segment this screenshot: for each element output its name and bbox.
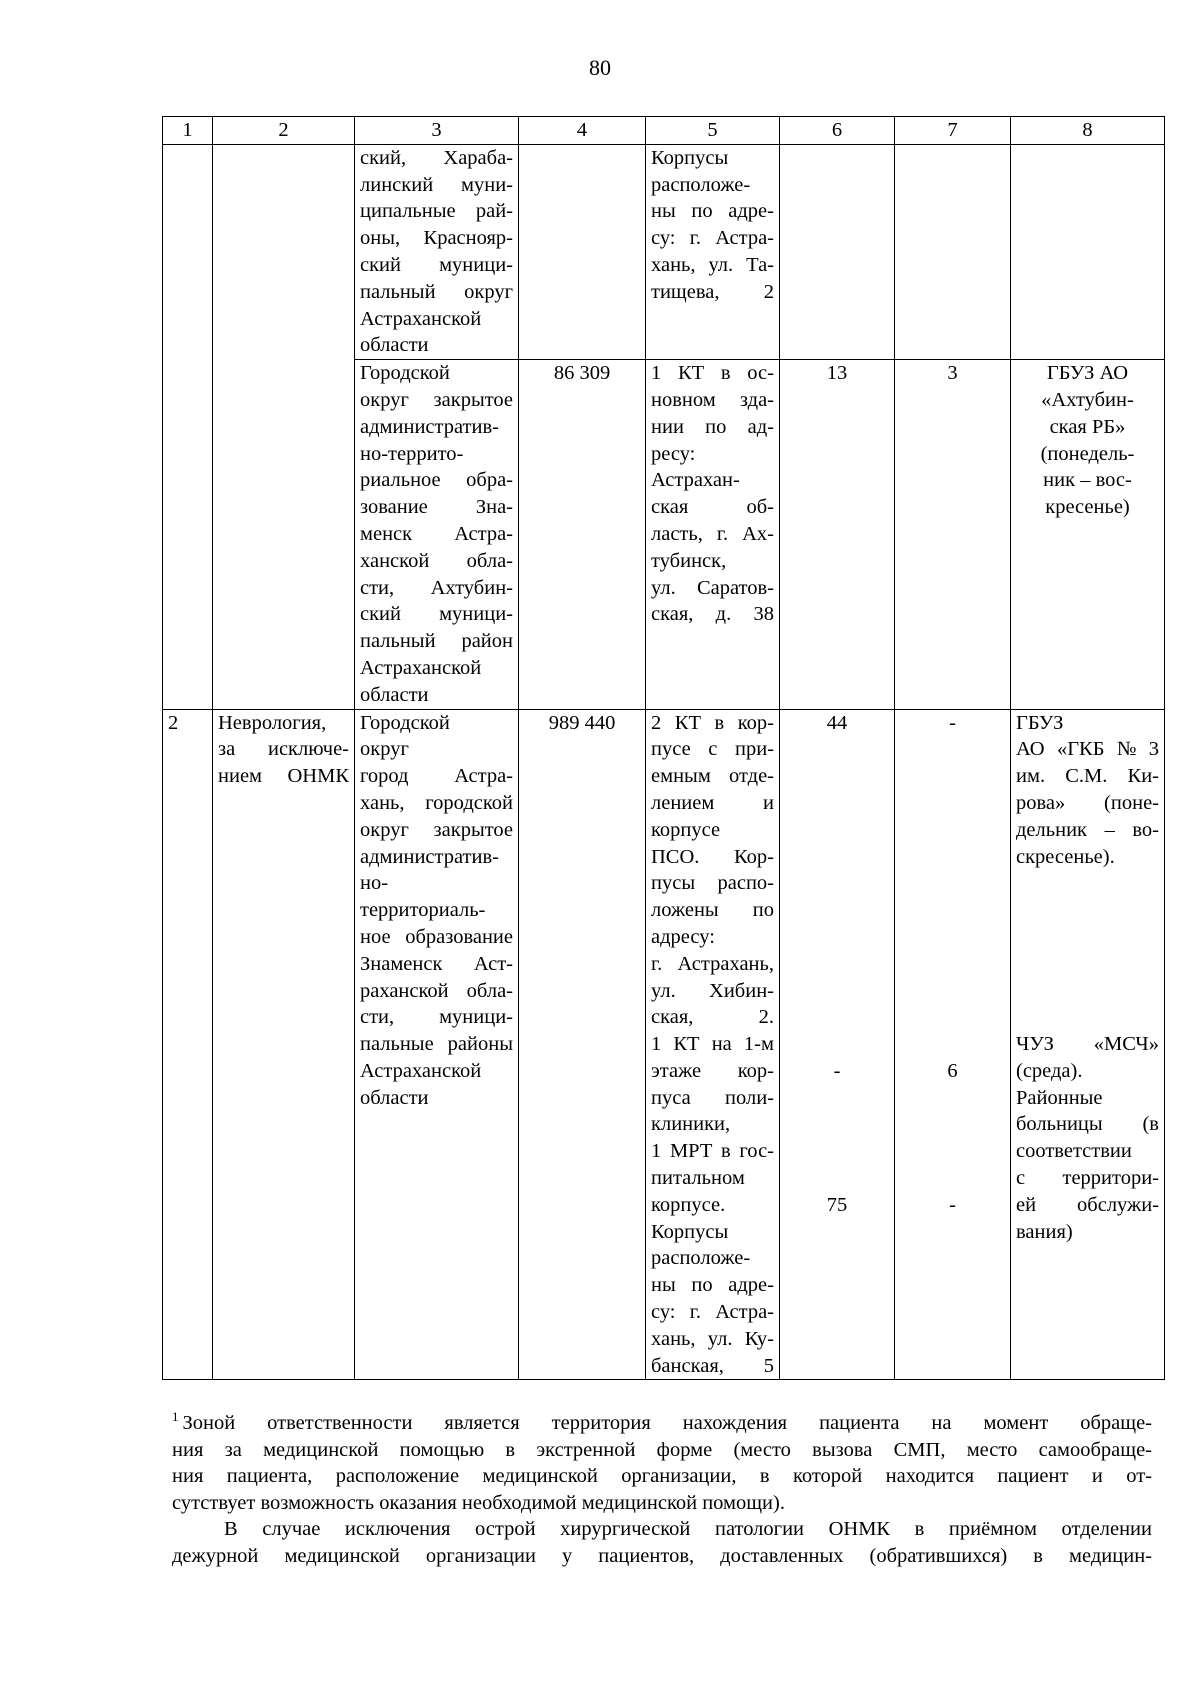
cell-line: ресу: bbox=[651, 442, 696, 465]
footnote-line: ния пациента, расположение медицинской организации, в которой находится пациент и от- bbox=[172, 1465, 1152, 1487]
cell-line: 2 КТ в кор- bbox=[651, 711, 774, 734]
cell-line: ул. Хибин- bbox=[651, 979, 774, 1002]
header-cell: 5 bbox=[646, 117, 780, 145]
cell-line bbox=[900, 1138, 1005, 1165]
cell-line: - bbox=[949, 1193, 956, 1216]
cell-line bbox=[900, 1004, 1005, 1031]
data-table bbox=[162, 116, 1165, 1380]
cell-line bbox=[900, 951, 1005, 978]
cell-line: корпусе. bbox=[651, 1193, 726, 1216]
cell-line: новном зда- bbox=[651, 388, 774, 411]
cell-line: пальный район bbox=[360, 630, 513, 653]
footnote bbox=[172, 1410, 1152, 1569]
cell-line: ГБУЗ bbox=[1016, 711, 1064, 734]
cell-line: хань, городской bbox=[360, 791, 513, 814]
cell-line: Астраханской bbox=[360, 1059, 482, 1082]
header-cell: 4 bbox=[519, 117, 646, 145]
cell-line: административ- bbox=[360, 415, 499, 438]
cell-line bbox=[785, 978, 889, 1005]
territory-cell bbox=[355, 360, 519, 709]
cell-line: области bbox=[360, 683, 429, 706]
page-number: 80 bbox=[589, 55, 611, 80]
paragraph-line: В случае исключения острой хирургической патологии ОНМК в приёмном отделении bbox=[224, 1518, 1152, 1540]
cell-line: су: г. Астра- bbox=[651, 1301, 774, 1324]
cell-line: ласть, г. Ах- bbox=[651, 522, 774, 545]
paragraph-line: дежурной медицинской организации у пациентов, доставленных (обратившихся) в медицин- bbox=[172, 1544, 1152, 1567]
value-cell-7 bbox=[895, 144, 1011, 359]
cell-line: раханской обла- bbox=[360, 979, 513, 1002]
cell-line bbox=[900, 1031, 1005, 1058]
cell-line bbox=[900, 844, 1005, 871]
header-cell: 7 bbox=[895, 117, 1011, 145]
equipment-cell bbox=[646, 144, 780, 359]
value-cell-7: 3 bbox=[895, 360, 1011, 709]
cell-line: пуса поли- bbox=[651, 1086, 774, 1109]
cell-line: емным отде- bbox=[651, 765, 774, 788]
cell-line: области bbox=[360, 1086, 429, 1109]
cell-line bbox=[785, 897, 889, 924]
cell-line bbox=[785, 951, 889, 978]
cell-line: банская, 5 bbox=[651, 1354, 774, 1377]
cell-line bbox=[785, 790, 889, 817]
organization-cell bbox=[1011, 709, 1165, 1380]
cell-line bbox=[1016, 1004, 1159, 1031]
cell-line: скресенье). bbox=[1016, 845, 1115, 868]
cell-line bbox=[1016, 951, 1159, 978]
cell-line: Городской bbox=[360, 711, 450, 734]
population-cell bbox=[519, 144, 646, 359]
body-paragraph bbox=[172, 1516, 1152, 1569]
cell-line: (среда). bbox=[1016, 1059, 1083, 1082]
cell-line: за исключе- bbox=[218, 738, 349, 761]
cell-line bbox=[900, 817, 1005, 844]
cell-line: (понедель- bbox=[1040, 442, 1135, 465]
cell-line: ей обслужи- bbox=[1016, 1193, 1159, 1216]
cell-line: с территори- bbox=[1016, 1167, 1159, 1190]
profile-cell bbox=[213, 144, 355, 709]
cell-line: им. С.М. Ки- bbox=[1016, 765, 1159, 788]
cell-line bbox=[785, 1085, 889, 1112]
cell-line: ципальные рай- bbox=[360, 200, 513, 223]
cell-line: Неврология, bbox=[218, 711, 327, 734]
cell-line: менск Астра- bbox=[360, 522, 513, 545]
value-cell-6: 13 bbox=[780, 360, 895, 709]
cell-line: области bbox=[360, 334, 429, 357]
cell-line: риальное обра- bbox=[360, 469, 513, 492]
cell-line bbox=[900, 924, 1005, 951]
territory-cell bbox=[355, 144, 519, 359]
cell-line: но-террито- bbox=[360, 442, 464, 465]
cell-line bbox=[900, 1165, 1005, 1192]
cell-line: округ закрытое bbox=[360, 818, 513, 841]
cell-line: этаже кор- bbox=[651, 1059, 774, 1082]
cell-line bbox=[785, 1031, 889, 1058]
cell-line: больницы (в bbox=[1016, 1113, 1159, 1136]
cell-line bbox=[785, 1138, 889, 1165]
cell-line bbox=[900, 870, 1005, 897]
cell-line: корпусе bbox=[651, 818, 721, 841]
cell-line: город Астра- bbox=[360, 765, 513, 788]
cell-line: г. Астрахань, bbox=[651, 952, 774, 975]
cell-line: сти, Ахтубин- bbox=[360, 576, 513, 599]
cell-line: округ bbox=[360, 738, 409, 761]
cell-line: Корпусы bbox=[651, 1220, 729, 1243]
cell-line: территориаль- bbox=[360, 899, 486, 922]
cell-line: но- bbox=[360, 872, 389, 895]
cell-line: ханской обла- bbox=[360, 549, 513, 572]
cell-line: линский муни- bbox=[360, 173, 513, 196]
cell-line bbox=[900, 978, 1005, 1005]
cell-line bbox=[900, 897, 1005, 924]
cell-line: сти, муници- bbox=[360, 1006, 513, 1029]
cell-line bbox=[785, 817, 889, 844]
cell-line: ник – вос- bbox=[1043, 469, 1132, 492]
value-cell-7 bbox=[895, 709, 1011, 1380]
cell-line: клиники, bbox=[651, 1113, 731, 1136]
cell-line: ская, 2. bbox=[651, 1006, 774, 1029]
cell-line bbox=[1016, 924, 1159, 951]
cell-line: ны по адре- bbox=[651, 1274, 774, 1297]
equipment-cell bbox=[646, 360, 780, 709]
equipment-cell bbox=[646, 709, 780, 1380]
header-cell: 1 bbox=[163, 117, 213, 145]
cell-line: хань, ул. Ку- bbox=[651, 1327, 774, 1350]
cell-line: 1 КТ на 1-м bbox=[651, 1033, 774, 1056]
cell-line: тубинск, bbox=[651, 549, 727, 572]
footnote-line: сутствует возможность оказания необходимой медицинской помощи). bbox=[172, 1491, 785, 1514]
cell-line: ное образование bbox=[360, 925, 513, 948]
cell-line: ская об- bbox=[651, 496, 774, 519]
cell-line bbox=[785, 1111, 889, 1138]
cell-line: Корпусы bbox=[651, 146, 729, 169]
cell-line: Астрахан- bbox=[651, 469, 740, 492]
cell-line: Знаменск Аст- bbox=[360, 952, 513, 975]
cell-line: зование Зна- bbox=[360, 496, 513, 519]
cell-line: округ закрытое bbox=[360, 388, 513, 411]
cell-line: тищева, 2 bbox=[651, 280, 774, 303]
population-cell: 86 309 bbox=[519, 360, 646, 709]
cell-line: вания) bbox=[1016, 1220, 1073, 1243]
header-cell: 2 bbox=[213, 117, 355, 145]
cell-line: Астраханской bbox=[360, 656, 482, 679]
cell-line: адресу: bbox=[651, 925, 715, 948]
cell-line: Астраханской bbox=[360, 307, 482, 330]
cell-line: нии по ад- bbox=[651, 415, 774, 438]
cell-line: соответствии bbox=[1016, 1140, 1132, 1163]
cell-line: ский муници- bbox=[360, 603, 513, 626]
footnote-line: $^1$ Зоной ответственности является территория нахождения пациента на момент обраще- bbox=[172, 1409, 1152, 1434]
cell-line bbox=[900, 1085, 1005, 1112]
cell-line: Районные bbox=[1016, 1086, 1103, 1109]
cell-line: оны, Краснояр- bbox=[360, 227, 513, 250]
footnote-line: ния за медицинской помощью в экстренной форме (место вызова СМП, место самообраще- bbox=[172, 1438, 1152, 1461]
cell-line bbox=[900, 790, 1005, 817]
value-cell-6 bbox=[780, 709, 895, 1380]
cell-line: пусе с при- bbox=[651, 738, 774, 761]
value-cell-6 bbox=[780, 144, 895, 359]
cell-line: 6 bbox=[947, 1059, 958, 1082]
cell-line: ны по адре- bbox=[651, 200, 774, 223]
footnote-marker: 1 bbox=[172, 1409, 179, 1425]
cell-line: ложены по bbox=[651, 899, 774, 922]
cell-line: 75 bbox=[826, 1193, 848, 1216]
cell-line: ский, Хараба- bbox=[360, 146, 513, 169]
cell-line: ЧУЗ «МСЧ» bbox=[1016, 1033, 1159, 1056]
cell-line bbox=[785, 844, 889, 871]
cell-line: АО «ГКБ № 3 bbox=[1016, 738, 1159, 761]
cell-line bbox=[785, 870, 889, 897]
cell-line: хань, ул. Та- bbox=[651, 253, 774, 276]
cell-line bbox=[1016, 870, 1159, 897]
cell-line: - bbox=[949, 711, 956, 734]
cell-line bbox=[785, 1165, 889, 1192]
header-cell: 3 bbox=[355, 117, 519, 145]
footnote-text bbox=[172, 1410, 1152, 1516]
cell-line: 1 МРТ в гос- bbox=[651, 1140, 774, 1163]
cell-line: 1 КТ в ос- bbox=[651, 362, 774, 385]
cell-line: су: г. Астра- bbox=[651, 227, 774, 250]
cell-line: кресенье) bbox=[1045, 496, 1130, 519]
territory-cell bbox=[355, 709, 519, 1380]
table-row bbox=[163, 709, 1165, 1380]
header-cell: 6 bbox=[780, 117, 895, 145]
cell-line: ГБУЗ АО bbox=[1046, 362, 1129, 385]
cell-line: лением и bbox=[651, 791, 774, 814]
cell-line: административ- bbox=[360, 845, 499, 868]
cell-line bbox=[900, 736, 1005, 763]
cell-line: пальные районы bbox=[360, 1033, 513, 1056]
row-number-cell: 2 bbox=[163, 709, 213, 1380]
cell-line: рова» (поне- bbox=[1016, 791, 1159, 814]
table-header-row bbox=[163, 117, 1165, 145]
cell-line: - bbox=[833, 1059, 841, 1082]
cell-line: «Ахтубин- bbox=[1041, 388, 1134, 411]
profile-cell bbox=[213, 709, 355, 1380]
cell-line: 44 bbox=[826, 711, 848, 734]
organization-cell bbox=[1011, 144, 1165, 359]
cell-line: Городской bbox=[360, 362, 450, 385]
cell-line bbox=[785, 924, 889, 951]
cell-line: пальный округ bbox=[360, 280, 513, 303]
cell-line: ская, д. 38 bbox=[651, 603, 774, 626]
organization-cell bbox=[1011, 360, 1165, 709]
cell-line bbox=[785, 763, 889, 790]
cell-line bbox=[785, 736, 889, 763]
cell-line: расположе- bbox=[651, 173, 751, 196]
cell-line bbox=[900, 763, 1005, 790]
cell-line: пусы распо- bbox=[651, 872, 774, 895]
population-cell: 989 440 bbox=[519, 709, 646, 1380]
table-row bbox=[163, 144, 1165, 359]
cell-line bbox=[900, 1111, 1005, 1138]
cell-line: расположе- bbox=[651, 1247, 751, 1270]
cell-line bbox=[1016, 897, 1159, 924]
cell-line: нием ОНМК bbox=[218, 765, 349, 788]
cell-line: питальном bbox=[651, 1167, 745, 1190]
cell-line: ПСО. Кор- bbox=[651, 845, 774, 868]
cell-line bbox=[785, 1004, 889, 1031]
cell-line: ский муници- bbox=[360, 253, 513, 276]
row-number-cell bbox=[163, 144, 213, 709]
cell-line: ская РБ» bbox=[1049, 415, 1126, 438]
cell-line: ул. Саратов- bbox=[651, 576, 774, 599]
cell-line: дельник – во- bbox=[1016, 818, 1159, 841]
cell-line bbox=[1016, 978, 1159, 1005]
header-cell: 8 bbox=[1011, 117, 1165, 145]
